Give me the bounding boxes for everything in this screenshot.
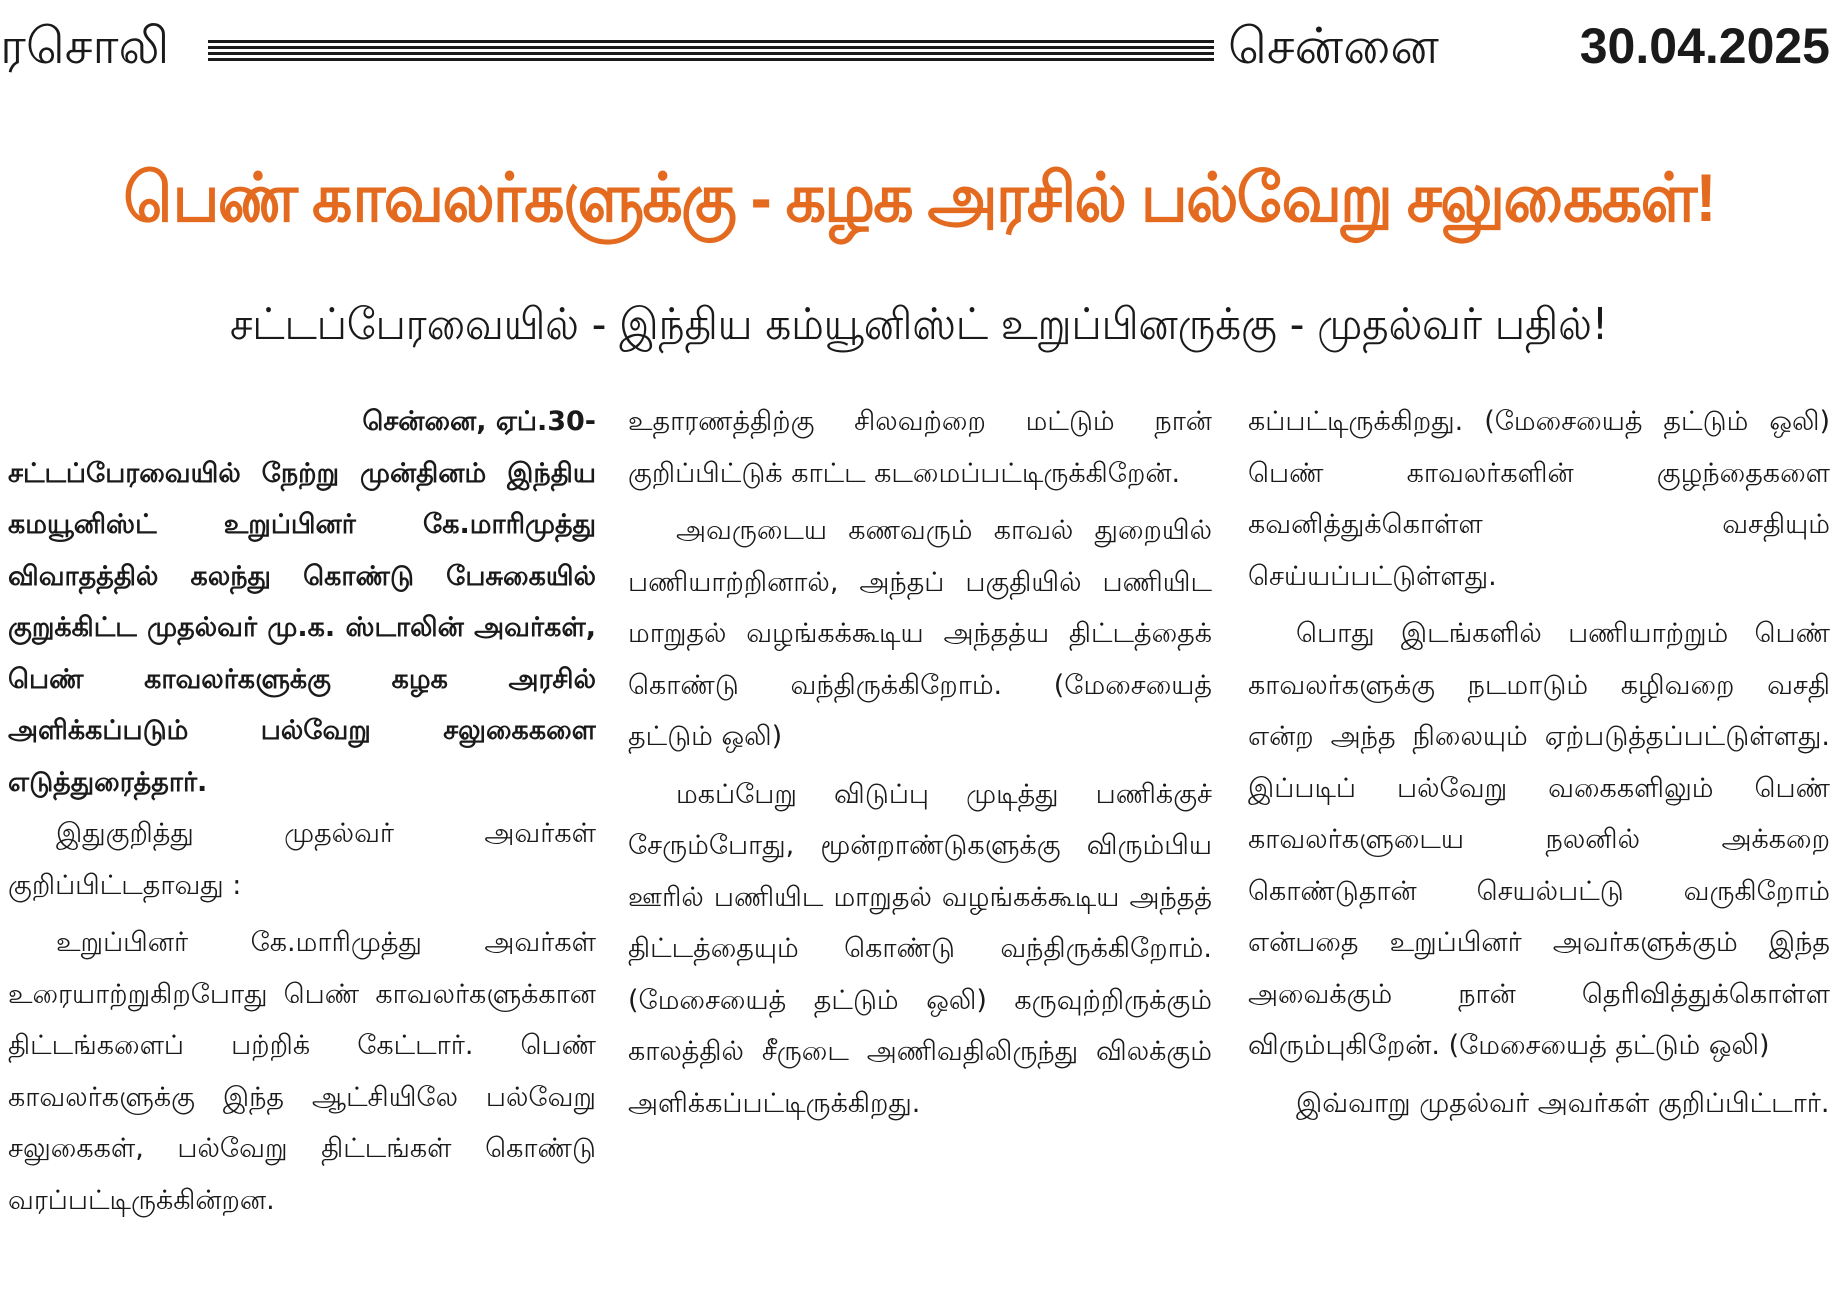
subheadline: சட்டப்பேரவையில் - இந்திய கம்யூனிஸ்ட் உறுப்பினருக்கு - முதல்வர் பதில்! xyxy=(229,299,1609,350)
article-paragraph: உதாரணத்திற்கு சிலவற்றை மட்டும் நான் குறிப்பிட்டுக் காட்ட கடமைப்பட்டிருக்கிறேன். xyxy=(628,406,1212,489)
article-column-2 xyxy=(628,396,1212,1290)
article-paragraph: மகப்பேறு விடுப்பு முடித்து பணிக்குச் சேரும்போது, மூன்றாண்டுகளுக்கு விரும்பிய ஊரில் பணியிட மாறுதல் வழங்கக்கூடிய அந்தத் திட்டத்தையும் கொண்டு வந்திருக்கிறோம். (மேசையைத் தட்டும் ஒலி) கருவுற்றிருக்கும் காலத்தில் சீருடை அணிவதிலிருந்து விலக்கும் அளிக்கப்பட்டிருக்கிறது. xyxy=(628,778,1212,1119)
masthead-rule xyxy=(208,40,1214,64)
article-paragraph: இவ்வாறு முதல்வர் அவர்கள் குறிப்பிட்டார். xyxy=(1296,1087,1830,1119)
article-paragraph: கப்பட்டிருக்கிறது. (மேசையைத் தட்டும் ஒலி) பெண் காவலர்களின் குழந்தைகளை கவனித்துக்கொள்ள வசதியும் செய்யப்பட்டுள்ளது. xyxy=(1248,406,1830,592)
article-lead: சட்டப்பேரவையில் நேற்று முன்தினம் இந்திய கமயூனிஸ்ட் உறுப்பினர் கே.மாரிமுத்து விவாதத்தில் கலந்து கொண்டு பேசுகையில் குறுக்கிட்ட முதல்வர் மு.க. ஸ்டாலின் அவர்கள், பெண் காவலர்களுக்கு கழக அரசில் அளிக்கப்படும் பல்வேறு சலுகைகளை எடுத்துரைத்தார். xyxy=(8,457,596,798)
article-column-3 xyxy=(1248,396,1830,1290)
article-paragraph: இதுகுறித்து முதல்வர் அவர்கள் குறிப்பிட்டதாவது : xyxy=(8,818,596,901)
article-paragraph: பொது இடங்களில் பணியாற்றும் பெண் காவலர்களுக்கு நடமாடும் கழிவறை வசதி என்ற அந்த நிலையும் ஏற்படுத்தப்பட்டுள்ளது. இப்படிப் பல்வேறு வகைகளிலும் பெண் காவலர்களுடைய நலனில் அக்கறை கொண்டுதான் செயல்பட்டு வருகிறோம் என்பதை உறுப்பினர் அவர்களுக்கும் இந்த அவைக்கும் நான் தெரிவித்துக்கொள்ள விரும்புகிறேன். (மேசையைத் தட்டும் ஒலி) xyxy=(1248,618,1830,1061)
article-column-1 xyxy=(8,396,596,1290)
paper-name: ரசொலி xyxy=(0,17,170,75)
article-dateline: சென்னை, ஏப்.30- xyxy=(362,406,596,437)
masthead-city: சென்னை xyxy=(1228,17,1439,75)
article-paragraph: அவருடைய கணவரும் காவல் துறையில் பணியாற்றினால், அந்தப் பகுதியில் பணியிட மாறுதல் வழங்கக்கூடிய அந்தத்ய திட்டத்தைக் கொண்டு வந்திருக்கிறோம். (மேசையைத் தட்டும் ஒலி) xyxy=(628,515,1212,752)
headline: பெண் காவலர்களுக்கு - கழக அரசில் பல்வேறு சலுகைகள்! xyxy=(123,160,1715,236)
masthead xyxy=(0,10,1838,90)
masthead-date: 30.04.2025 xyxy=(1579,18,1830,74)
article-paragraph: உறுப்பினர் கே.மாரிமுத்து அவர்கள் உரையாற்றுகிறபோது பெண் காவலர்களுக்கான திட்டங்களைப் பற்றிக் கேட்டார். பெண் காவலர்களுக்கு இந்த ஆட்சியிலே பல்வேறு சலுகைகள், பல்வேறு திட்டங்கள் கொண்டு வரப்பட்டிருக்கின்றன. xyxy=(8,927,596,1216)
